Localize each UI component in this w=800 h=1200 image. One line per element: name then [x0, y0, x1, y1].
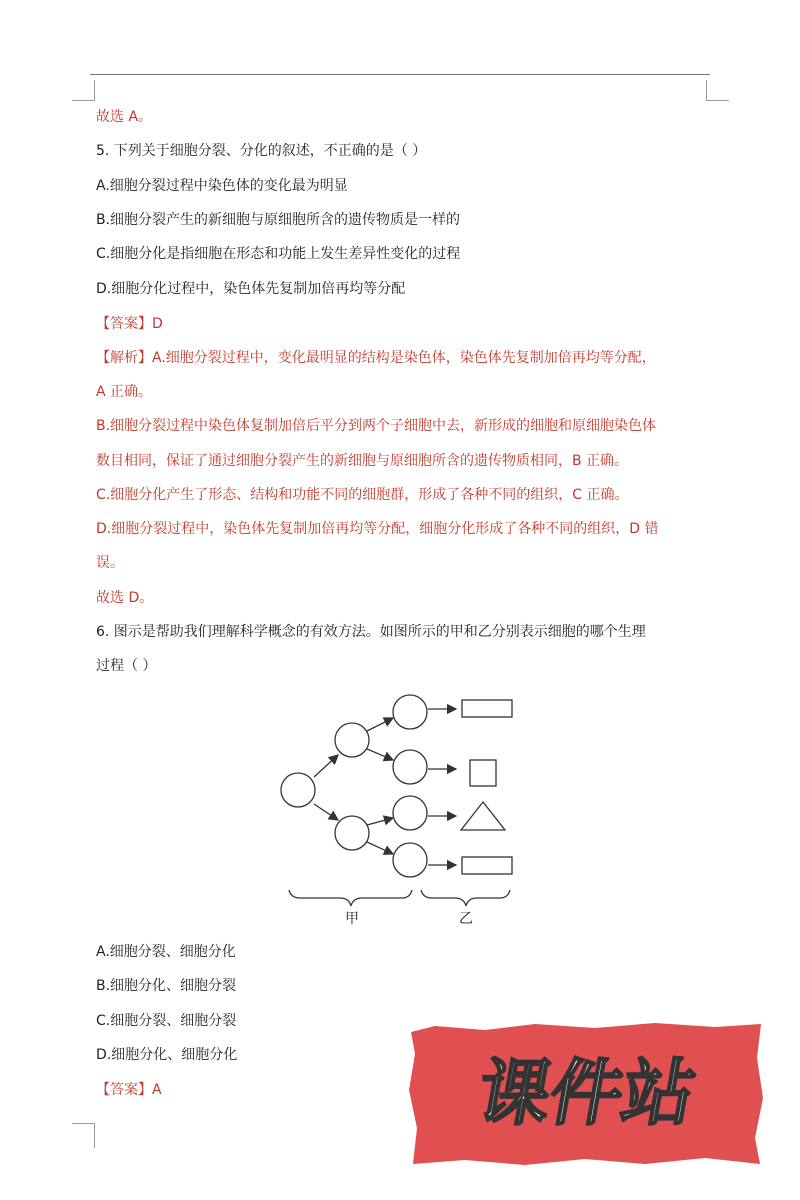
cell-circle-4	[393, 843, 427, 877]
shape-triangle	[461, 802, 505, 830]
cell-circle-root	[281, 773, 315, 807]
arrow-upper-1	[367, 718, 393, 731]
q5-answer-value: D	[152, 316, 163, 332]
q6-answer	[96, 1080, 162, 1100]
arrow-root-upper	[314, 755, 338, 777]
q5-option-c: C.细胞分化是指细胞在形态和功能上发生差异性变化的过程	[96, 246, 461, 262]
arrow-lower-3	[367, 818, 393, 825]
q6-answer-label: 【答案】	[96, 1082, 152, 1098]
cell-circle-lower	[335, 816, 369, 850]
q6-option-c: C.细胞分裂、细胞分裂	[96, 1013, 237, 1029]
watermark-stamp	[405, 1018, 767, 1168]
q5-stem: 5. 下列关于细胞分裂、分化的叙述，不正确的是（ ）	[96, 143, 427, 159]
q5-analysis-line-6: D.细胞分裂过程中，染色体先复制加倍再均等分配，细胞分化形成了各种不同的组织，D 错	[96, 521, 659, 537]
label-yi: 乙	[459, 911, 473, 927]
cell-circle-1	[393, 695, 427, 729]
q5-option-d: D.细胞分化过程中，染色体先复制加倍再均等分配	[96, 281, 406, 297]
q5-conclusion: 故选 D。	[96, 590, 154, 606]
q5-analysis-text-1: A.细胞分裂过程中，变化最明显的结构是染色体，染色体先复制加倍再均等分配，	[152, 350, 656, 366]
cell-circle-upper	[335, 723, 369, 757]
q5-option-a: A.细胞分裂过程中染色体的变化最为明显	[96, 178, 348, 194]
arrow-root-lower	[314, 804, 338, 820]
cell-circle-2	[393, 750, 427, 784]
q6-option-b: B.细胞分化、细胞分裂	[96, 978, 237, 994]
q5-answer-label: 【答案】	[96, 316, 152, 332]
prev-conclusion: 故选 A。	[96, 109, 153, 125]
cell-circle-3	[393, 796, 427, 830]
shape-long-rect-top	[462, 700, 512, 717]
q5-analysis-line-3: B.细胞分裂过程中染色体复制加倍后平分到两个子细胞中去，新形成的细胞和原细胞染色体	[96, 418, 657, 434]
brace-yi	[421, 890, 510, 906]
q5-analysis-line-7: 误。	[96, 555, 124, 571]
q6-stem-line-1: 6. 图示是帮助我们理解科学概念的有效方法。如图所示的甲和乙分别表示细胞的哪个生理	[96, 624, 646, 640]
q6-answer-value: A	[152, 1082, 162, 1098]
brace-jia	[289, 890, 412, 906]
arrow-lower-4	[367, 842, 393, 854]
q5-analysis-line-4: 数目相同，保证了通过细胞分裂产生的新细胞与原细胞所含的遗传物质相同，B 正确。	[96, 453, 629, 469]
q6-stem-line-2: 过程（ ）	[96, 658, 157, 674]
q5-analysis-line-5: C.细胞分化产生了形态、结构和功能不同的细胞群，形成了各种不同的组织，C 正确。	[96, 487, 629, 503]
shape-long-rect-bottom	[462, 857, 512, 874]
q6-option-d: D.细胞分化、细胞分化	[96, 1047, 238, 1063]
q5-analysis-label: 【解析】	[96, 350, 152, 366]
label-jia: 甲	[345, 911, 359, 927]
q5-analysis-line-2: A 正确。	[96, 384, 153, 400]
arrow-upper-2	[367, 749, 393, 760]
watermark-text: 课件站	[471, 1052, 702, 1136]
shape-square	[470, 760, 496, 786]
q5-option-b: B.细胞分裂产生的新细胞与原细胞所含的遗传物质是一样的	[96, 212, 461, 228]
q6-option-a: A.细胞分裂、细胞分化	[96, 944, 236, 960]
